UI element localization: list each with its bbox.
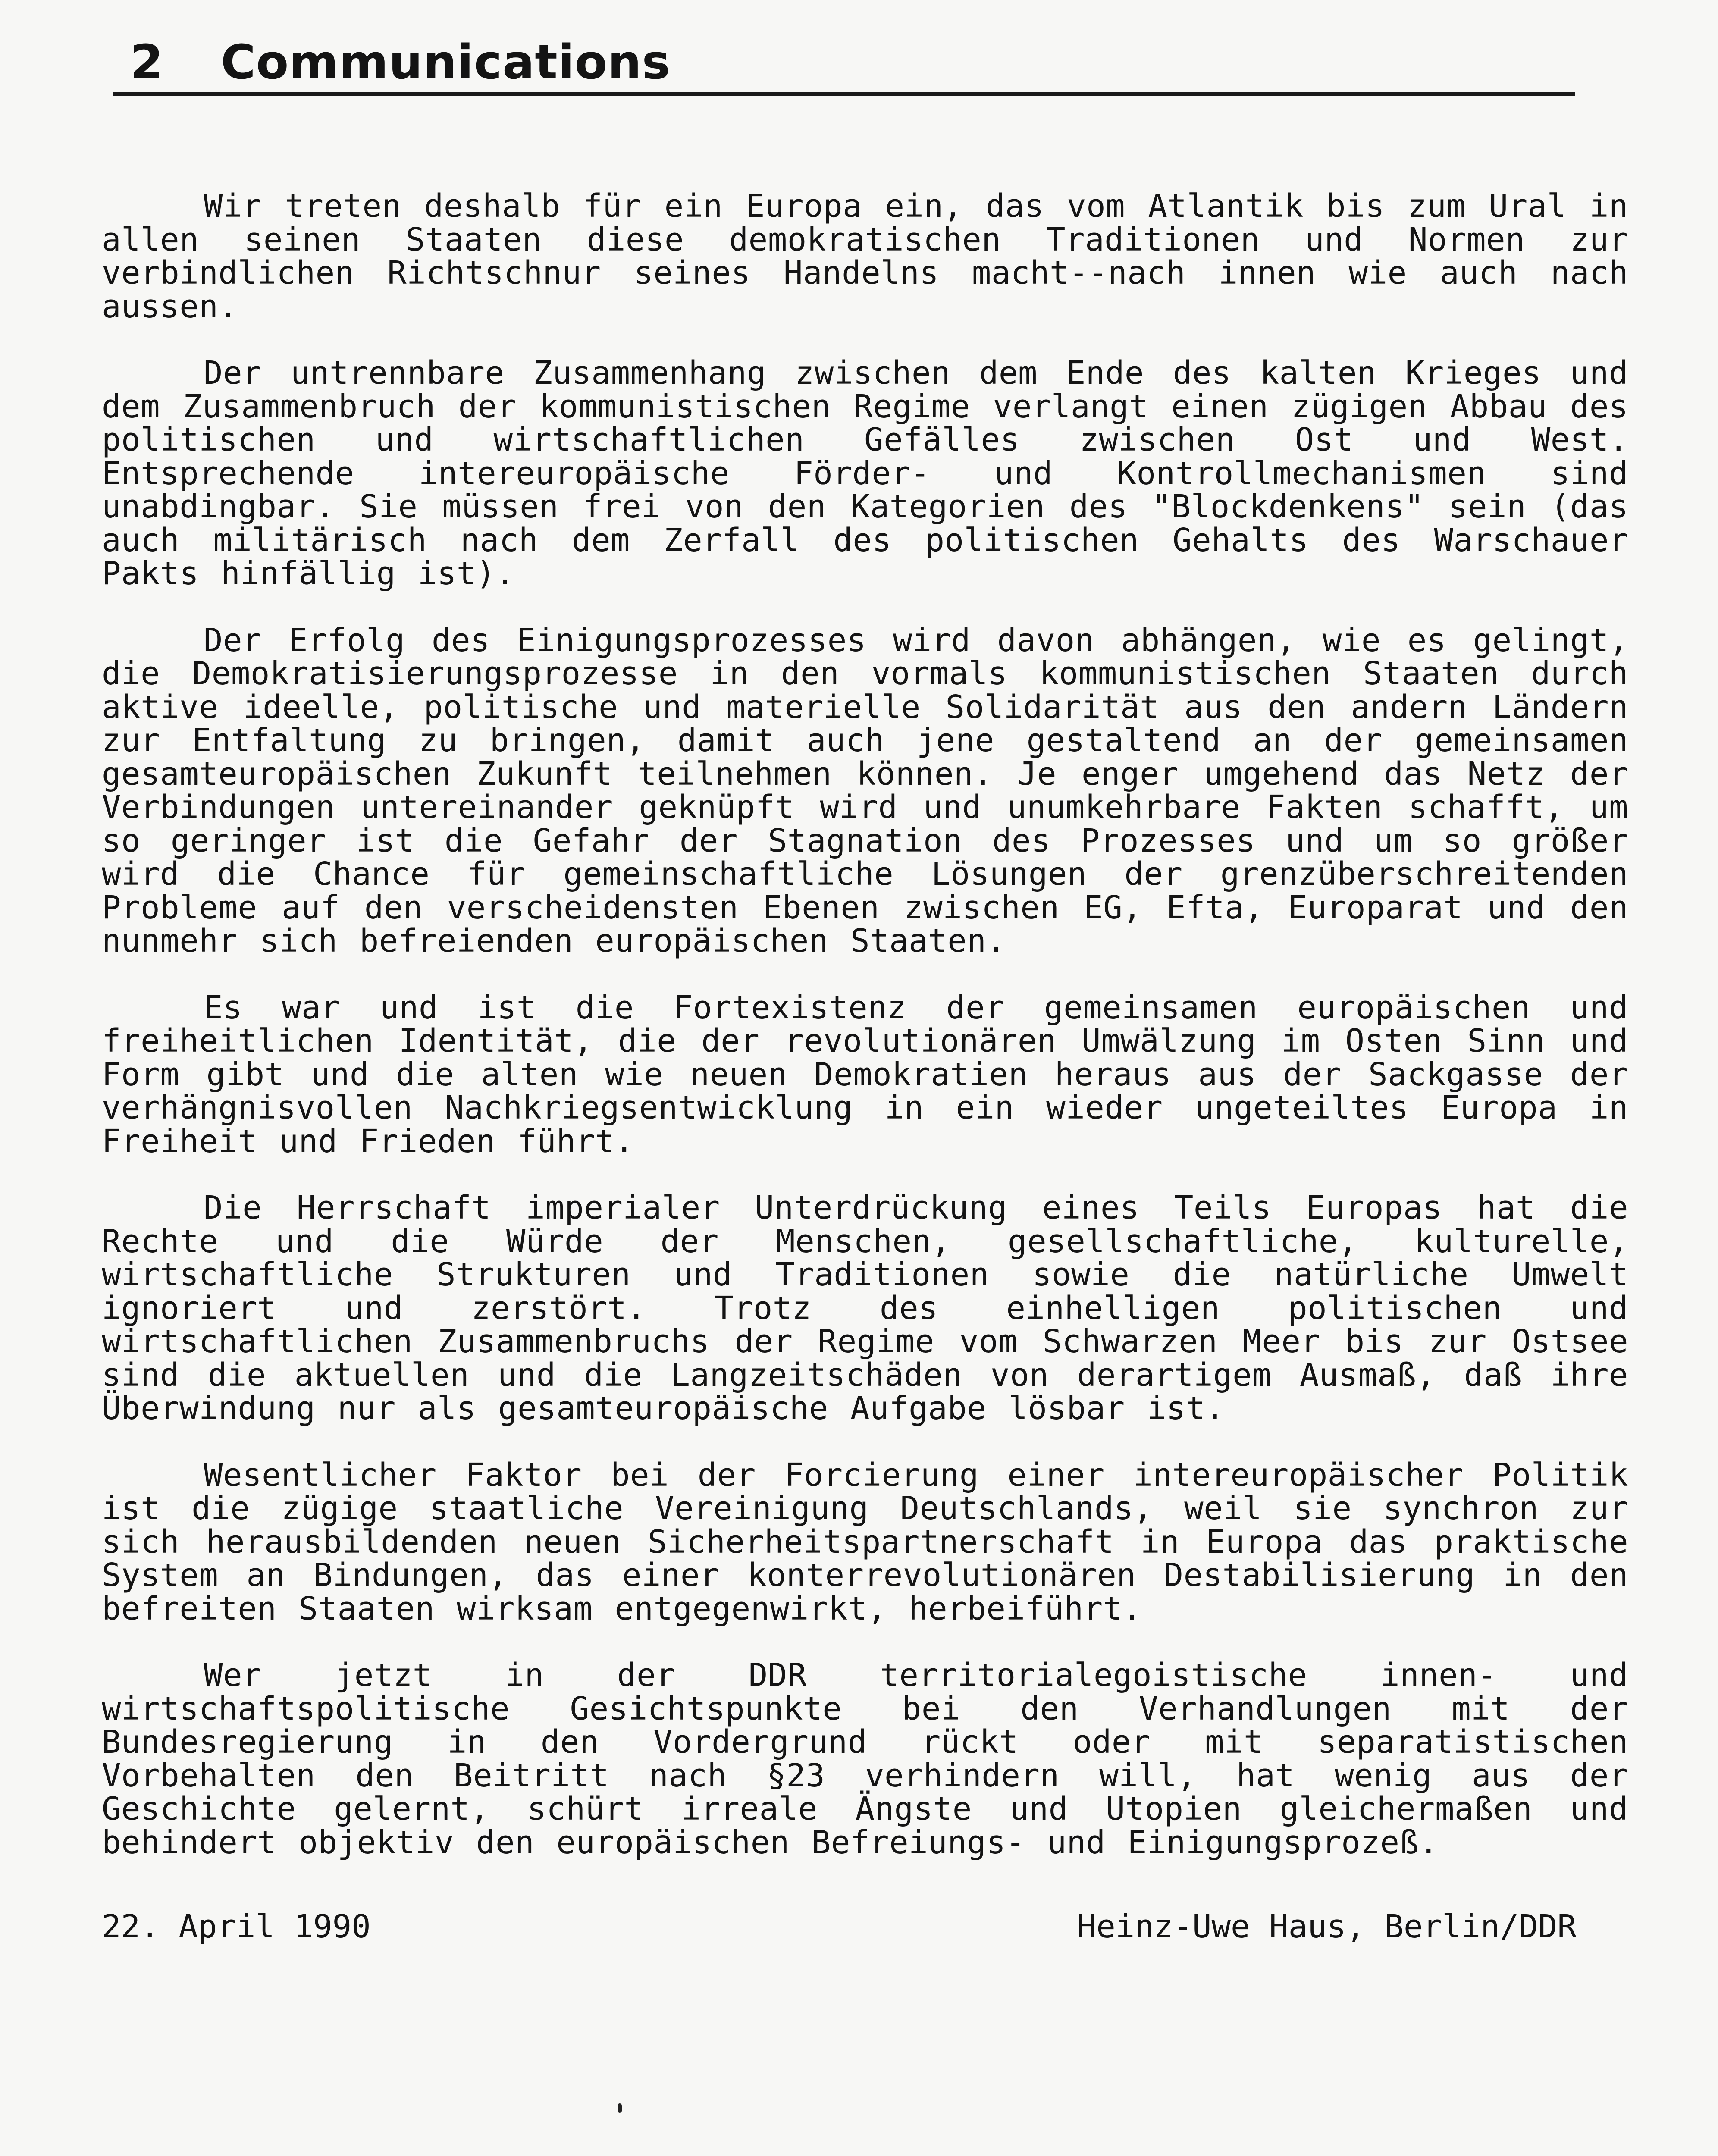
paragraph-6: Wesentlicher Faktor bei der Forcierung einer intereuropäischer Politik ist die zügige staatliche Vereinigung Deutschlands, weil sie synchron zur sich herausbildenden neuen Sicherheitspartnerschaft in Europa das praktische System an Bindungen, das einer konterrevolutionären Destabilisierung in den befreiten Staaten wirksam entgegenwirkt, herbeiführt.	[102, 1456, 1628, 1627]
paragraph-7: Wer jetzt in der DDR territorialegoistische innen- und wirtschaftspolitische Gesichtspunkte bei den Verhandlungen mit der Bundesregierung in den Vordergrund rückt oder mit separatistischen Vorbehalten den Beitritt nach §23 verhindern will, hat wenig aus der Geschichte gelernt, schürt irreale Ängste und Utopien gleichermaßen und behindert objektiv den europäischen Befreiungs- und Einigungsprozeß.	[102, 1657, 1628, 1861]
author: Heinz-Uwe Haus, Berlin/DDR	[1077, 1908, 1577, 1945]
paragraph-1: Wir treten deshalb für ein Europa ein, das vom Atlantik bis zum Ural in allen seinen Staaten diese demokratischen Traditionen und Normen zur verbindlichen Richtschnur seines Handelns macht--nach innen wie auch nach aussen.	[102, 188, 1628, 325]
scan-speck	[618, 2103, 622, 2113]
chapter-number: 2	[130, 34, 164, 90]
paragraph-4: Es war und ist die Fortexistenz der gemeinsamen europäischen und freiheitlichen Identität, die der revolutionären Umwälzung im Osten Sinn und Form gibt und die alten wie neuen Demokratien heraus aus der Sackgasse der verhängnisvollen Nachkriegsentwicklung in ein wieder ungeteiltes Europa in Freiheit und Frieden führt.	[102, 989, 1628, 1160]
body-text	[102, 190, 1628, 1893]
signature-row	[102, 1909, 1577, 1948]
paragraph-5: Die Herrschaft imperialer Unterdrückung eines Teils Europas hat die Rechte und die Würde der Menschen, gesellschaftliche, kulturelle, wirtschaftliche Strukturen und Traditionen sowie die natürliche Umwelt ignoriert und zerstört. Trotz des einhelligen politischen und wirtschaftlichen Zusammenbruchs der Regime vom Schwarzen Meer bis zur Ostsee sind die aktuellen und die Langzeitschäden von derartigem Ausmaß, daß ihre Überwindung nur als gesamteuropäische Aufgabe lösbar ist.	[102, 1189, 1628, 1427]
chapter-title: Communications	[221, 34, 671, 90]
date: 22. April 1990	[102, 1908, 371, 1945]
paragraph-3: Der Erfolg des Einigungsprozesses wird davon abhängen, wie es gelingt, die Demokratisierungsprozesse in den vormals kommunistischen Staaten durch aktive ideelle, politische und materielle Solidarität aus den andern Ländern zur Entfaltung zu bringen, damit auch jene gestaltend an der gemeinsamen gesamteuropäischen Zukunft teilnehmen können. Je enger umgehend das Netz der Verbindungen untereinander geknüpft wird und unumkehrbare Fakten schafft, um so geringer ist die Gefahr der Stagnation des Prozesses und um so größer wird die Chance für gemeinschaftliche Lösungen der grenzüberschreitenden Probleme auf den verscheidensten Ebenen zwischen EG, Efta, Europarat und den nunmehr sich befreienden europäischen Staaten.	[102, 621, 1628, 959]
chapter-header	[113, 28, 1575, 96]
paragraph-2: Der untrennbare Zusammenhang zwischen dem Ende des kalten Krieges und dem Zusammenbruch der kommunistischen Regime verlangt einen zügigen Abbau des politischen und wirtschaftlichen Gefälles zwischen Ost und West. Entsprechende intereuropäische Förder- und Kontrollmechanismen sind unabdingbar. Sie müssen frei von den Kategorien des "Blockdenkens" sein (das auch militärisch nach dem Zerfall des politischen Gehalts des Warschauer Pakts hinfällig ist).	[102, 354, 1628, 592]
